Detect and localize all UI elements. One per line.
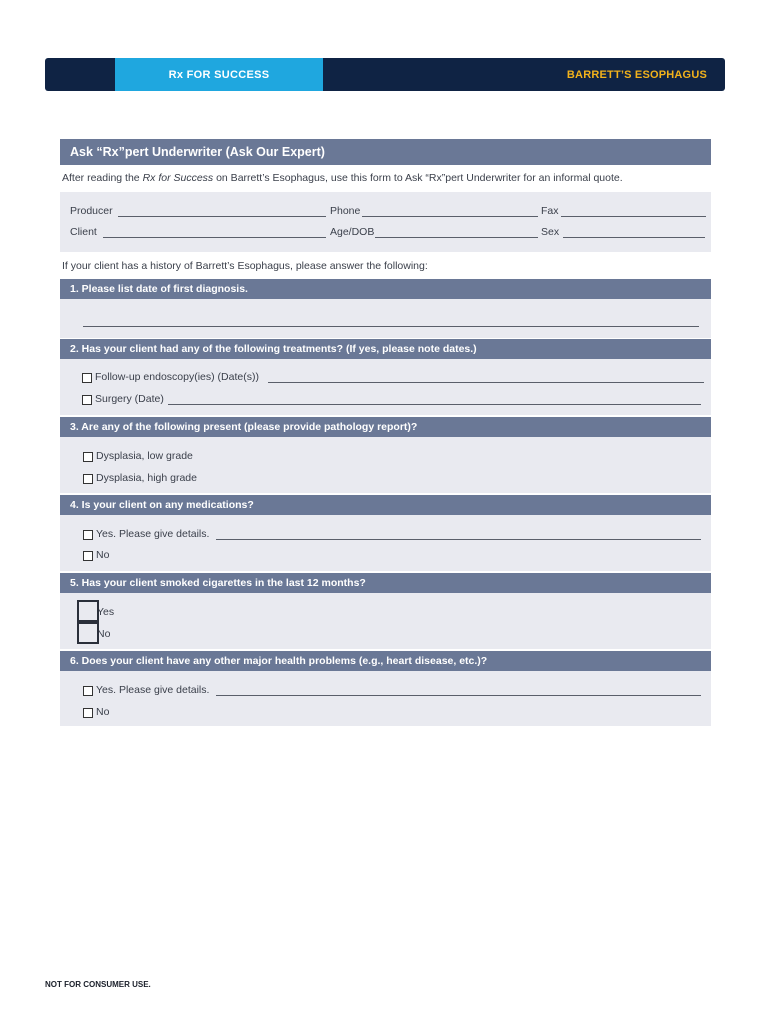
medications-no-label: No	[96, 549, 110, 561]
history-prompt: If your client has a history of Barrett’s Esophagus, please answer the following:	[62, 260, 428, 272]
question-6-title: 6. Does your client have any other major health problems (e.g., heart disease, etc.)?	[60, 651, 711, 671]
form-intro: After reading the Rx for Success on Barrett’s Esophagus, use this form to Ask “Rx”pert Underwriter for an informal quote.	[62, 172, 623, 184]
endoscopy-label: Follow-up endoscopy(ies) (Date(s))	[95, 371, 259, 383]
client-label: Client	[70, 226, 97, 238]
question-5-panel	[60, 593, 711, 649]
smoked-no-checkbox[interactable]	[77, 622, 99, 644]
smoked-yes-checkbox[interactable]	[77, 600, 99, 622]
medications-details-field[interactable]	[216, 539, 701, 540]
footer-disclaimer: NOT FOR CONSUMER USE.	[45, 980, 151, 989]
medications-no-checkbox[interactable]	[83, 551, 93, 561]
header-right-title: BARRETT’S ESOPHAGUS	[566, 68, 707, 81]
question-2-panel	[60, 359, 711, 415]
client-field[interactable]	[103, 237, 326, 238]
age-dob-label: Age/DOB	[330, 226, 375, 238]
question-4-title: 4. Is your client on any medications?	[60, 495, 711, 515]
form-title: Ask “Rx”pert Underwriter (Ask Our Expert)	[60, 139, 711, 165]
phone-label: Phone	[330, 205, 361, 217]
medications-yes-label: Yes. Please give details.	[96, 528, 210, 540]
endoscopy-checkbox[interactable]	[82, 373, 92, 383]
smoked-no-label: No	[97, 628, 111, 640]
health-problems-no-checkbox[interactable]	[83, 708, 93, 718]
sex-label: Sex	[541, 226, 560, 238]
dysplasia-high-label: Dysplasia, high grade	[96, 472, 197, 484]
phone-field[interactable]	[362, 216, 538, 217]
fax-label: Fax	[541, 205, 559, 217]
health-problems-no-label: No	[96, 706, 110, 718]
sex-field[interactable]	[563, 237, 705, 238]
dysplasia-low-checkbox[interactable]	[83, 452, 93, 462]
question-3-title: 3. Are any of the following present (please provide pathology report)?	[60, 417, 711, 437]
question-1-panel	[60, 299, 711, 338]
smoked-yes-label: Yes	[97, 606, 115, 618]
dysplasia-high-checkbox[interactable]	[83, 474, 93, 484]
header-tab: Rx FOR SUCCESS	[115, 58, 323, 91]
producer-info-panel	[60, 192, 711, 252]
surgery-checkbox[interactable]	[82, 395, 92, 405]
medications-yes-checkbox[interactable]	[83, 530, 93, 540]
question-2-title: 2. Has your client had any of the following treatments? (If yes, please note dates.)	[60, 339, 711, 359]
producer-field[interactable]	[118, 216, 326, 217]
fax-field[interactable]	[561, 216, 706, 217]
question-3-panel	[60, 437, 711, 493]
question-1-title: 1. Please list date of first diagnosis.	[60, 279, 711, 299]
header-bar	[45, 58, 725, 91]
question-4-panel	[60, 515, 711, 571]
dysplasia-low-label: Dysplasia, low grade	[96, 450, 193, 462]
age-dob-field[interactable]	[375, 237, 538, 238]
producer-label: Producer	[70, 205, 113, 217]
health-problems-details-field[interactable]	[216, 695, 701, 696]
surgery-date-field[interactable]	[168, 404, 701, 405]
diagnosis-date-field[interactable]	[83, 326, 699, 327]
surgery-label: Surgery (Date)	[95, 393, 164, 405]
question-5-title: 5. Has your client smoked cigarettes in the last 12 months?	[60, 573, 711, 593]
endoscopy-dates-field[interactable]	[268, 382, 704, 383]
health-problems-yes-label: Yes. Please give details.	[96, 684, 210, 696]
question-6-panel	[60, 671, 711, 726]
health-problems-yes-checkbox[interactable]	[83, 686, 93, 696]
